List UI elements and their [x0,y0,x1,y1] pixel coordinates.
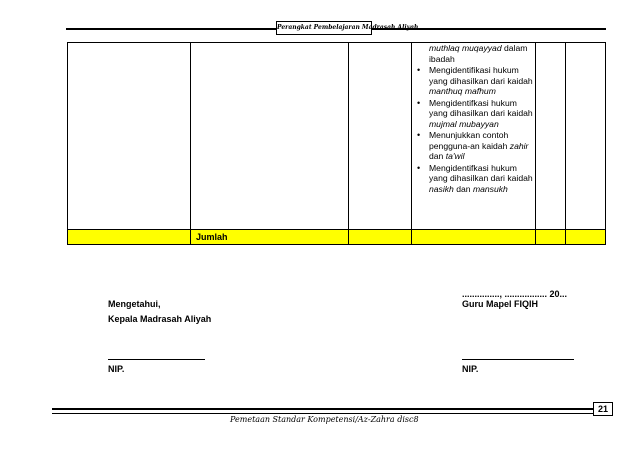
signature-left-line2: Kepala Madrasah Aliyah [108,314,212,324]
list-item [415,43,535,64]
list-item-text: mansukh [472,183,508,194]
list-item-text: muthlaq muqayyad [429,43,502,53]
indicator-cell [412,43,536,230]
list-item-text: mujmal mubayyan [429,118,499,129]
signature-right-nip: NIP. [462,364,479,374]
footer-text: Pemetaan Standar Kompetensi/Az-Zahra disc8 [230,415,419,424]
list-item-text: dan [429,151,446,161]
signature-left-nip: NIP. [108,364,125,374]
list-item-text: manthuq mafhum [429,86,496,96]
jumlah-label: Jumlah [191,230,349,245]
list-item-text: Menunjukkan contoh pengguna-an kaidah [429,130,510,151]
list-item-text: dan [453,183,473,194]
list-item [415,130,535,162]
list-item-text: ta'wil [445,151,465,161]
competency-table [67,42,606,245]
list-item [415,65,535,97]
list-item-text: nasikh [429,183,454,194]
table-cell [536,43,566,230]
list-item-text: dalam ibadah [429,43,528,64]
table-cell [412,230,536,245]
table-row [68,43,606,230]
table-cell [566,43,606,230]
table-cell [68,43,191,230]
footer-rule [52,408,593,410]
footer-rule-thin [52,413,593,414]
table-cell [536,230,566,245]
list-item-text: Mengidentifkasi hukum yang dihasilkan dari kaidah [429,162,533,183]
list-item [415,163,535,195]
table-cell [349,43,412,230]
list-item-text: zahir [509,140,529,151]
list-item-text: Mengidentifikasi hukum yang dihasilkan dari kaidah [429,65,533,86]
signature-left-line1: Mengetahui, [108,299,161,309]
signature-left-line [108,359,205,360]
signature-date: ..............., ................. 20... [462,289,568,299]
list-item [415,98,535,130]
table-cell [68,230,191,245]
table-cell [191,43,349,230]
list-item-text: Mengidentifkasi hukum yang dihasilkan dari kaidah [429,97,533,118]
table-row-jumlah [68,230,606,245]
signature-right-title: Guru Mapel FIQIH [462,299,539,309]
table-cell [566,230,606,245]
table-cell [349,230,412,245]
header-title: Perangkat Pembelajaran Madrasah Aliyah [276,21,372,35]
indicator-list [412,43,535,194]
page-number: 21 [593,402,613,416]
signature-right-line [462,359,574,360]
